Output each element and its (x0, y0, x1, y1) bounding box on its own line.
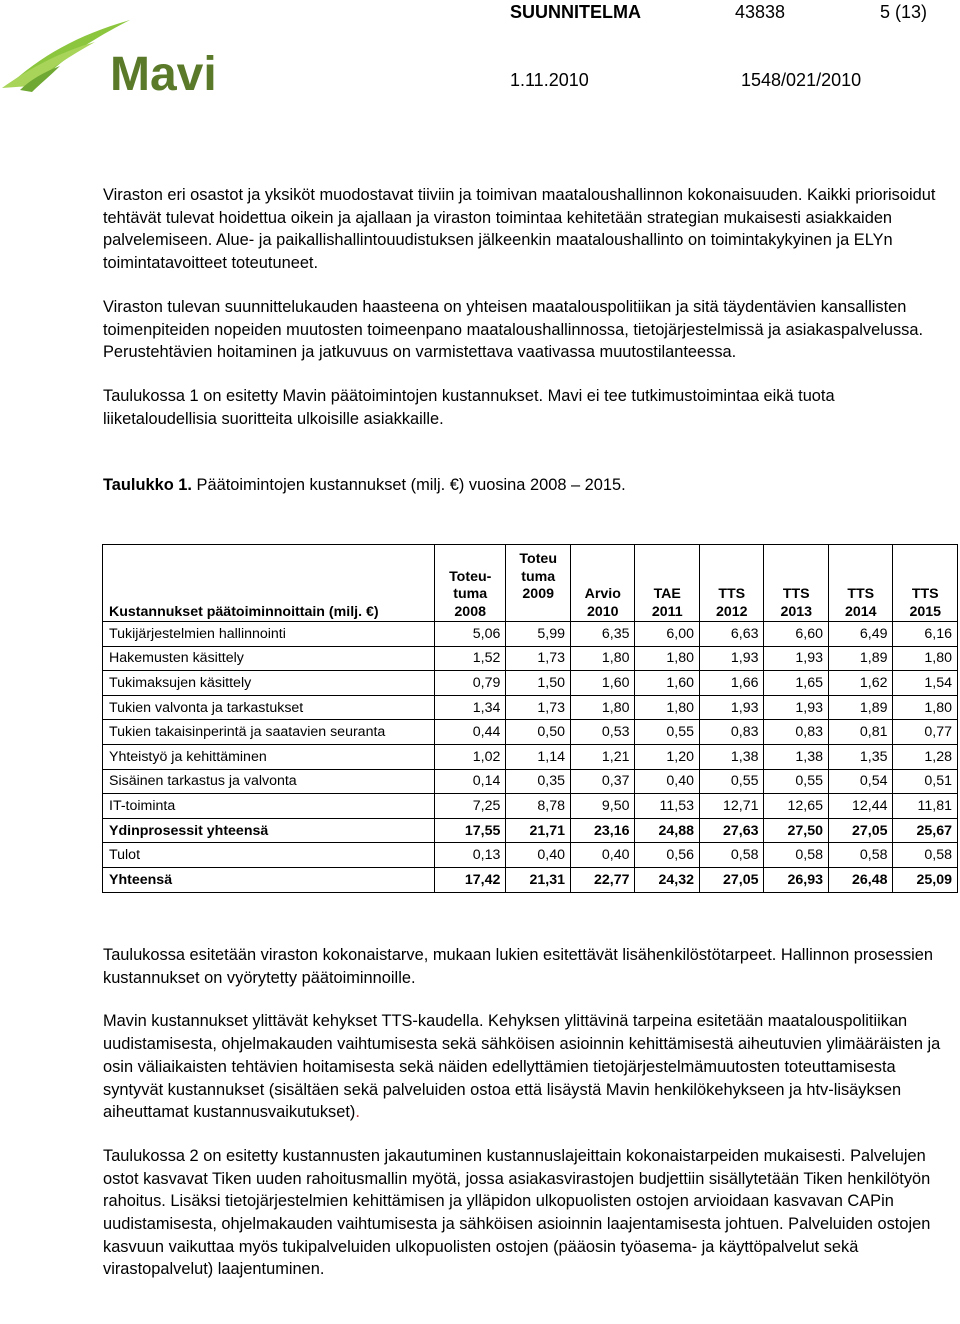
table-cell: 0,83 (699, 720, 764, 745)
table-caption (103, 474, 953, 497)
table-cell: 1,73 (506, 695, 571, 720)
page-number: 5 (13) (880, 2, 928, 22)
paragraph: Viraston eri osastot ja yksiköt muodostavat tiiviin ja toimivan maataloushallinnon kokonaisuuden. Kaikki priorisoidut tehtävät tulevat hoidettua oikein ja ajallaan ja viraston toimintaa kehitetään strategian mukaisesti asiakkaiden palvelemiseen. Alue- ja paikallishallintouudistuksen jälkeenkin maataloushallinto on toimintakykyinen ja ELYn toimintatavoitteet toteutuneet. (103, 186, 936, 273)
table-cell: 0,13 (435, 843, 506, 868)
table-cell: 0,55 (635, 720, 700, 745)
column-header: TTS 2015 (893, 545, 958, 622)
table-cell: 1,52 (435, 646, 506, 671)
doc-date: 1.11.2010 (510, 70, 589, 90)
table-cell: 27,50 (764, 818, 829, 843)
column-header: TTS 2012 (699, 545, 764, 622)
cost-table (102, 544, 958, 893)
table-row (103, 818, 958, 843)
paragraph: Taulukossa 2 on esitetty kustannusten jakautuminen kustannuslajeittain kokonaistarpeiden mukaisesti. Palvelujen ostot kasvavat Tiken uuden rahoitusmallin myötä, jossa asiakasvirastojen budjettiin sisällytetään Tiken henkilötyön rahoitus. Lisäksi tietojärjestelmien kehittämisen ja ylläpidon ulkopuolisten ostojen arvioidaan kasvavan CAPin uudistamisesta, ohjelmakauden vaihtumisesta ja sähköisen asioinnin laajentamisesta johtuen. Palveluiden ostojen kasvuun vaikuttaa myös tukipalveluiden ulkopuolisten ostojen (pääosin työasema- ja käyttöpalvelut sekä virastopalvelut) laajentuminen. (103, 1146, 931, 1279)
table-cell: 1,62 (828, 671, 893, 696)
table-cell: 17,42 (435, 867, 506, 892)
table-cell: 0,50 (506, 720, 571, 745)
table-cell: 5,06 (435, 622, 506, 647)
table-cell: 1,93 (699, 695, 764, 720)
table-cell: 1,66 (699, 671, 764, 696)
table-cell: 6,60 (764, 622, 829, 647)
table-cell: 0,44 (435, 720, 506, 745)
row-header-label: Kustannukset päätoiminnoittain (milj. €) (103, 545, 435, 622)
table-cell: 1,89 (828, 695, 893, 720)
table-row (103, 744, 958, 769)
row-label: Sisäinen tarkastus ja valvonta (103, 769, 435, 794)
table-cell: 11,81 (893, 794, 958, 819)
column-header: TTS 2013 (764, 545, 829, 622)
table-cell: 0,81 (828, 720, 893, 745)
table-cell: 1,50 (506, 671, 571, 696)
table-cell: 6,63 (699, 622, 764, 647)
table-cell: 6,16 (893, 622, 958, 647)
body-text-after (103, 944, 953, 1281)
table-caption-label: Taulukko 1. (103, 476, 192, 495)
table-cell: 27,05 (699, 867, 764, 892)
table-cell: 1,34 (435, 695, 506, 720)
table-cell: 26,93 (764, 867, 829, 892)
table-cell: 21,31 (506, 867, 571, 892)
table-cell: 1,65 (764, 671, 829, 696)
table-caption-text: Päätoimintojen kustannukset (milj. €) vuosina 2008 – 2015. (196, 476, 626, 495)
table-cell: 1,80 (570, 695, 635, 720)
row-label: Tukijärjestelmien hallinnointi (103, 622, 435, 647)
table-cell: 1,14 (506, 744, 571, 769)
column-header: Toteu- tuma 2008 (435, 545, 506, 622)
table-cell: 1,73 (506, 646, 571, 671)
row-label: Tukien valvonta ja tarkastukset (103, 695, 435, 720)
table-cell: 1,60 (635, 671, 700, 696)
table-cell: 12,71 (699, 794, 764, 819)
table-cell: 0,14 (435, 769, 506, 794)
table-cell: 23,16 (570, 818, 635, 843)
row-label: Hakemusten käsittely (103, 646, 435, 671)
logo-text: Mavi (110, 48, 217, 98)
table-row (103, 646, 958, 671)
table-header-row (103, 545, 958, 622)
table-row (103, 720, 958, 745)
table-cell: 6,00 (635, 622, 700, 647)
page-header (500, 0, 960, 100)
table-cell: 7,25 (435, 794, 506, 819)
column-header: TAE 2011 (635, 545, 700, 622)
table-cell: 6,49 (828, 622, 893, 647)
paragraph: Taulukossa 1 on esitetty Mavin päätoimintojen kustannukset. Mavi ei tee tutkimustoimintaa eikä tuota liiketaloudellisia suoritteita ulkoisille asiakkaille. (103, 386, 835, 428)
table-cell: 1,38 (699, 744, 764, 769)
table-cell: 0,58 (699, 843, 764, 868)
doc-reference: 1548/021/2010 (741, 70, 862, 90)
column-header: TTS 2014 (828, 545, 893, 622)
body-text (103, 184, 953, 497)
table-cell: 0,56 (635, 843, 700, 868)
table-cell: 1,80 (635, 695, 700, 720)
table-cell: 1,60 (570, 671, 635, 696)
row-label: Tulot (103, 843, 435, 868)
table-row (103, 794, 958, 819)
table-cell: 1,54 (893, 671, 958, 696)
table-cell: 1,38 (764, 744, 829, 769)
table-cell: 1,93 (764, 695, 829, 720)
row-label: IT-toiminta (103, 794, 435, 819)
table-cell: 1,20 (635, 744, 700, 769)
table-cell: 0,58 (828, 843, 893, 868)
row-label: Tukien takaisinperintä ja saatavien seuranta (103, 720, 435, 745)
row-label: Yhteensä (103, 867, 435, 892)
table-cell: 1,35 (828, 744, 893, 769)
table-cell: 0,83 (764, 720, 829, 745)
table-cell: 0,54 (828, 769, 893, 794)
table-cell: 0,40 (506, 843, 571, 868)
table-cell: 21,71 (506, 818, 571, 843)
table-cell: 0,51 (893, 769, 958, 794)
doc-type: SUUNNITELMA (510, 2, 641, 22)
table-cell: 1,93 (764, 646, 829, 671)
table-cell: 0,58 (893, 843, 958, 868)
table-cell: 24,88 (635, 818, 700, 843)
table-cell: 0,40 (635, 769, 700, 794)
paragraph: Taulukossa esitetään viraston kokonaistarve, mukaan lukien esitettävät lisähenkilöstötarpeet. Hallinnon prosessien kustannukset on vyörytetty päätoiminnoille. (103, 946, 934, 987)
row-label: Ydinprosessit yhteensä (103, 818, 435, 843)
table-cell: 1,28 (893, 744, 958, 769)
table-cell: 22,77 (570, 867, 635, 892)
table-cell: 1,93 (699, 646, 764, 671)
table-cell: 27,63 (699, 818, 764, 843)
table-cell: 0,55 (764, 769, 829, 794)
table-row (103, 843, 958, 868)
table-cell: 27,05 (828, 818, 893, 843)
table-cell: 12,44 (828, 794, 893, 819)
table-cell: 6,35 (570, 622, 635, 647)
table-cell: 5,99 (506, 622, 571, 647)
row-label: Tukimaksujen käsittely (103, 671, 435, 696)
table-row (103, 622, 958, 647)
table-cell: 17,55 (435, 818, 506, 843)
table-cell: 0,53 (570, 720, 635, 745)
column-header: Toteu tuma 2009 (506, 545, 571, 622)
table-cell: 0,77 (893, 720, 958, 745)
mavi-logo-mark (0, 16, 240, 98)
paragraph: Mavin kustannukset ylittävät kehykset TTS-kaudella. Kehyksen ylittävinä tarpeina esitetään maatalouspolitiikan uudistamisesta, ohjelmakauden vaihtumisesta sekä sähköisen asioinnin kehittämisestä aiheutuvien ylimääräisten ja osin väliaikaisten tehtävien hoitamisesta sekä näiden edellyttämien tietojärjestelmämuutosten toteuttamisesta syntyvät kustannukset (sisältäen sekä palveluiden ostoa että lisäystä Mavin henkilökehykseen ja htv-lisäyksen aiheuttamat kustannusvaikutukset). (103, 1012, 941, 1122)
row-label: Yhteistyö ja kehittäminen (103, 744, 435, 769)
table-cell: 1,21 (570, 744, 635, 769)
column-header: Arvio 2010 (570, 545, 635, 622)
table-cell: 0,37 (570, 769, 635, 794)
table-cell: 0,79 (435, 671, 506, 696)
table-cell: 11,53 (635, 794, 700, 819)
table-cell: 1,02 (435, 744, 506, 769)
table-cell: 1,80 (570, 646, 635, 671)
table-cell: 1,89 (828, 646, 893, 671)
table-cell: 26,48 (828, 867, 893, 892)
paragraph: Viraston tulevan suunnittelukauden haasteena on yhteisen maatalouspolitiikan ja sitä täydentävien kansallisten toimenpiteiden nopeiden muutosten toimeenpano maataloushallinnossa, tietojärjestelmissä ja asiakaspalvelussa. Perustehtävien hoitaminen ja jatkuvuus on varmistettava vaativassa muutostilanteessa. (103, 297, 924, 362)
table-cell: 9,50 (570, 794, 635, 819)
table-body (103, 622, 958, 893)
table-cell: 0,55 (699, 769, 764, 794)
table-row (103, 671, 958, 696)
table-cell: 24,32 (635, 867, 700, 892)
table-cell: 0,35 (506, 769, 571, 794)
table-row (103, 695, 958, 720)
table-row (103, 769, 958, 794)
table-cell: 25,67 (893, 818, 958, 843)
table-cell: 12,65 (764, 794, 829, 819)
table-cell: 25,09 (893, 867, 958, 892)
doc-number: 43838 (735, 2, 786, 22)
table-cell: 8,78 (506, 794, 571, 819)
table-row (103, 867, 958, 892)
table-cell: 1,80 (893, 695, 958, 720)
mavi-logo (0, 16, 240, 98)
table-cell: 0,40 (570, 843, 635, 868)
table-cell: 1,80 (635, 646, 700, 671)
table-cell: 0,58 (764, 843, 829, 868)
table-cell: 1,80 (893, 646, 958, 671)
